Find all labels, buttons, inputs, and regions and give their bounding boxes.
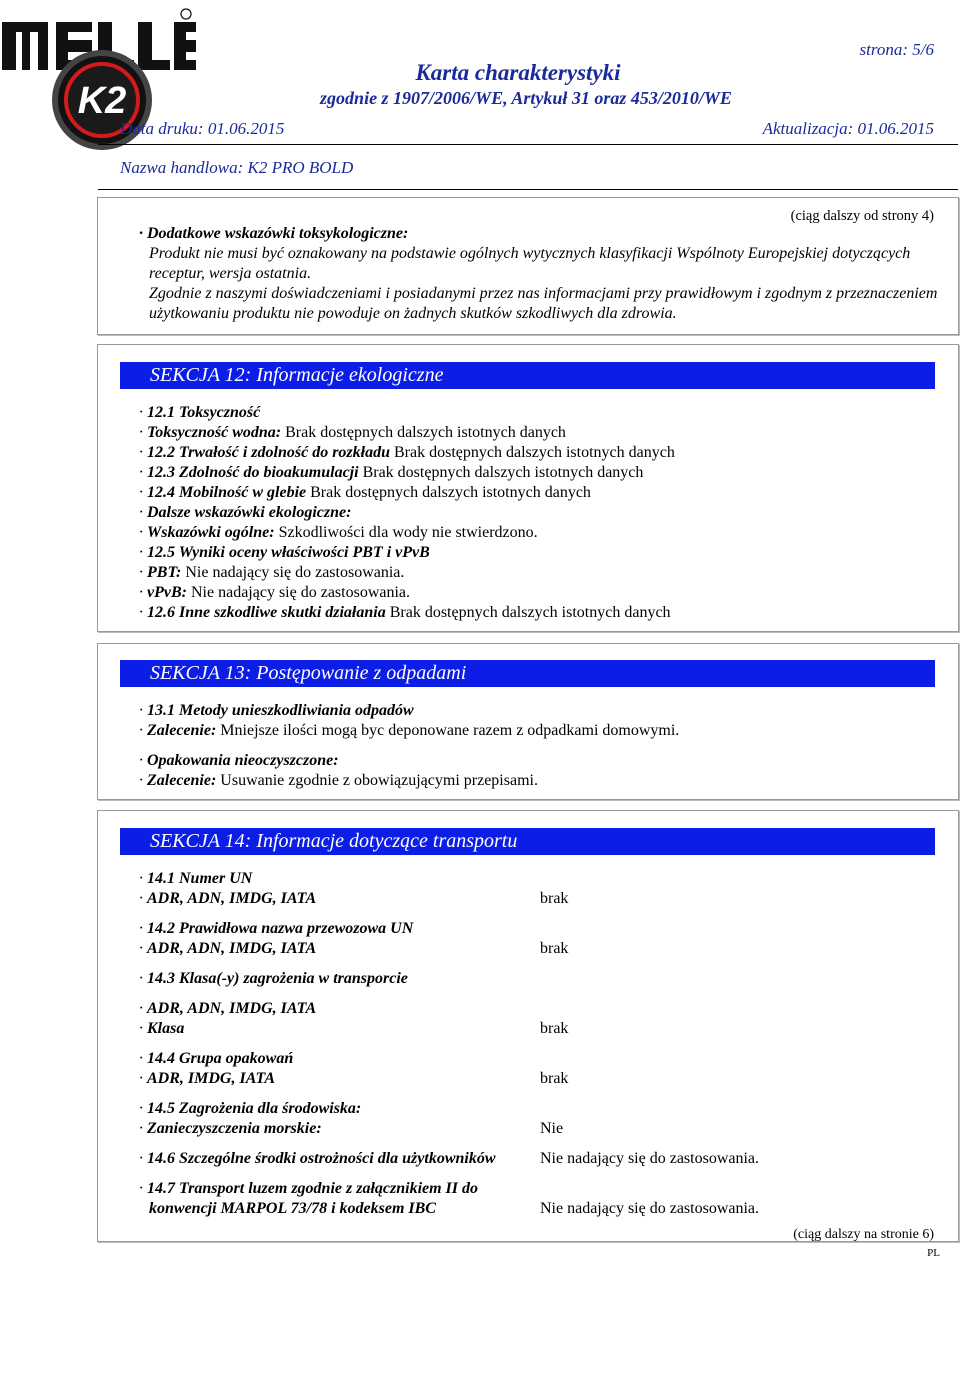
continued-from-note: (ciąg dalszy od strony 4) [790,208,934,224]
line-value: Szkodliwości dla wody nie stwierdzono. [274,524,538,541]
section12-line: · Wskazówki ogólne: Szkodliwości dla wody nie stwierdzono. [139,524,538,541]
line-label: 12.1 Toksyczność [147,404,261,421]
header-rule [98,144,958,145]
section14-line: · 14.4 Grupa opakowań [139,1050,294,1067]
line-label: vPvB: [147,584,187,601]
tox-para-2: Zgodnie z naszymi doświadczeniami i posiadanymi przez nas informacjami przy prawidłowym i zgodnym z przeznaczeniem użytkowaniu produktu nie powoduje on żadnych skutków szkodliwych dla zdrowia. [149,285,938,322]
section14-line: · ADR, ADN, IMDG, IATA [139,1000,317,1017]
section14-line: · 14.1 Numer UN [139,870,253,887]
line-label: Wskazówki ogólne: [147,524,275,541]
line-value: Nie nadający się do zastosowania. [186,584,411,601]
line-label: Dalsze wskazówki ekologiczne: [147,504,352,521]
line-label: 12.3 Zdolność do bioakumulacji [147,464,359,481]
line-value: Nie nadający się do zastosowania. [540,1150,760,1167]
section14-line: · Klasa [139,1020,185,1037]
line-label: 12.4 Mobilność w glebie [147,484,307,501]
section-14-header: SEKCJA 14: Informacje dotyczące transportu [120,828,935,855]
section12-line: · Toksyczność wodna: Brak dostępnych dalszych istotnych danych [139,424,566,441]
line-value: brak [540,1070,569,1087]
section14-line: · ADR, ADN, IMDG, IATA [139,890,317,907]
section12-line: · 12.6 Inne szkodliwe skutki działania Brak dostępnych dalszych istotnych danych [139,604,671,621]
section12-line: · 12.5 Wyniki oceny właściwości PBT i vPvB [139,544,430,561]
line-value: brak [540,940,569,957]
section12-line: · 12.3 Zdolność do bioakumulacji Brak dostępnych dalszych istotnych danych [139,464,644,481]
section12-line: · 12.2 Trwałość i zdolność do rozkładu Brak dostępnych dalszych istotnych danych [139,444,675,461]
line-label: Zanieczyszczenia morskie: [147,1120,322,1137]
line-label: Klasa [147,1020,185,1037]
line-value: Nie [540,1120,564,1137]
line-value: Mniejsze ilości mogą byc deponowane razem z odpadkami domowymi. [216,722,680,739]
line-label: 14.1 Numer UN [147,870,253,887]
section13-line: · Zalecenie: Mniejsze ilości mogą byc deponowane razem z odpadkami domowymi. [139,722,680,739]
trade-name: Nazwa handlowa: K2 PRO BOLD [120,158,354,177]
line-label: 12.5 Wyniki oceny właściwości PBT i vPvB [147,544,430,561]
line-value: Brak dostępnych dalszych istotnych danych [358,464,644,481]
section14-line: · 14.7 Transport luzem zgodnie z załącznikiem II do [139,1180,479,1197]
trade-name-rule [98,189,958,190]
page-number: strona: 5/6 [859,40,934,59]
tox-heading: · Dodatkowe wskazówki toksykologiczne: [139,225,409,242]
section12-line: · 12.1 Toksyczność [139,404,261,421]
section12-line: · 12.4 Mobilność w glebie Brak dostępnych dalszych istotnych danych [139,484,591,501]
section14-line: · 14.2 Prawidłowa nazwa przewozowa UN [139,920,414,937]
line-label: 14.4 Grupa opakowań [147,1050,294,1067]
section14-line: · 14.6 Szczególne środki ostrożności dla użytkowników [139,1150,496,1167]
line-label: ADR, IMDG, IATA [147,1070,276,1087]
section14-line: · ADR, ADN, IMDG, IATA [139,940,317,957]
line-value: Brak dostępnych dalszych istotnych danych [306,484,591,501]
line-label: Toksyczność wodna: [147,424,282,441]
line-value: Usuwanie zgodnie z obowiązującymi przepisami. [216,772,538,789]
continued-to-note: (ciąg dalszy na stronie 6) [793,1227,934,1242]
document-title: Karta charakterystyki [415,60,621,85]
section14-line: · ADR, IMDG, IATA [139,1070,276,1087]
line-value: brak [540,1020,569,1037]
line-label: 14.3 Klasa(-y) zagrożenia w transporcie [147,970,408,987]
svg-text:K2: K2 [77,80,127,122]
line-label: ADR, ADN, IMDG, IATA [147,940,317,957]
line-label: 12.6 Inne szkodliwe skutki działania [147,604,386,621]
section13-line: · Zalecenie: Usuwanie zgodnie z obowiązującymi przepisami. [139,772,538,789]
line-label: Zalecenie: [147,772,217,789]
line-label: 13.1 Metody unieszkodliwiania odpadów [147,702,414,719]
line-label: 14.6 Szczególne środki ostrożności dla użytkowników [147,1150,496,1167]
line-label: 12.2 Trwałość i zdolność do rozkładu [147,444,390,461]
section14-line: · 14.3 Klasa(-y) zagrożenia w transporcie [139,970,408,987]
line-value: Nie nadający się do zastosowania. [181,564,405,581]
language-code: PL [927,1247,940,1259]
section14-line [149,1199,436,1219]
line-value: brak [540,890,569,907]
line-label: 14.5 Zagrożenia dla środowiska: [147,1100,362,1117]
section13-line: · Opakowania nieoczyszczone: [139,752,339,769]
line-label: ADR, ADN, IMDG, IATA [147,890,317,907]
line-label: ADR, ADN, IMDG, IATA [147,1000,317,1017]
section14-line: · Zanieczyszczenia morskie: [139,1120,322,1137]
line-label: Zalecenie: [147,722,217,739]
line-value: Brak dostępnych dalszych istotnych danych [390,444,675,461]
section-12-header: SEKCJA 12: Informacje ekologiczne [120,362,935,389]
update-date: Aktualizacja: 01.06.2015 [762,119,934,138]
line-label: 14.7 Transport luzem zgodnie z załącznikiem II do [147,1180,479,1197]
line-value: Brak dostępnych dalszych istotnych danych [385,604,671,621]
line-value: Brak dostępnych dalszych istotnych danych [281,424,566,441]
line-value: Nie nadający się do zastosowania. [540,1200,760,1217]
line-label: Opakowania nieoczyszczone: [147,752,339,769]
line-label: konwencji MARPOL 73/78 i kodeksem IBC [149,1200,436,1217]
section12-line: · PBT: Nie nadający się do zastosowania. [139,564,405,581]
section12-line: · vPvB: Nie nadający się do zastosowania. [139,584,411,601]
line-label: PBT: [147,564,182,581]
section12-line: · Dalsze wskazówki ekologiczne: [139,504,352,521]
section-13-header: SEKCJA 13: Postępowanie z odpadami [120,660,935,687]
tox-para-1: Produkt nie musi być oznakowany na podstawie ogólnych wytycznych klasyfikacji Wspólnoty Europejskiej dotyczących receptur, wersja ostatnia. [149,245,911,282]
regulation-reference: zgodnie z 1907/2006/WE, Artykuł 31 oraz 453/2010/WE [320,88,732,108]
print-date: Data druku: 01.06.2015 [120,119,285,138]
section13-line: · 13.1 Metody unieszkodliwiania odpadów [139,702,414,719]
section14-line: · 14.5 Zagrożenia dla środowiska: [139,1100,362,1117]
line-label: 14.2 Prawidłowa nazwa przewozowa UN [147,920,414,937]
